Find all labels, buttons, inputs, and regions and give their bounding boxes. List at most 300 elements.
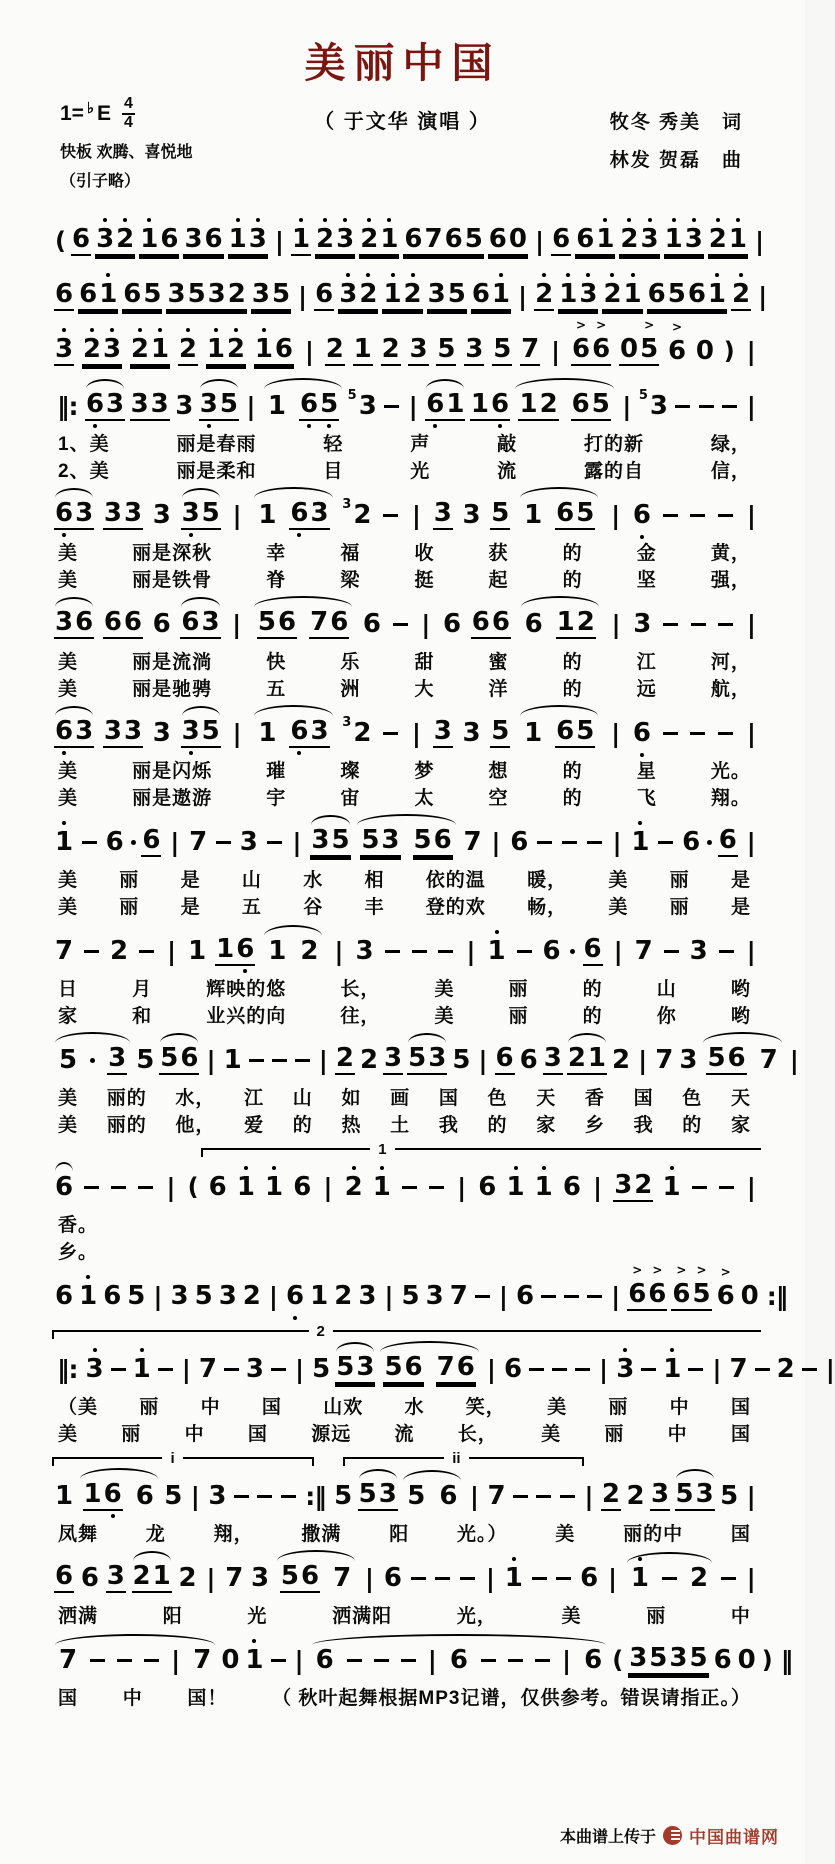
note: 3 <box>152 500 171 530</box>
lyric-syllable: 翔， <box>213 1524 254 1545</box>
lyric-syllable: 梦 <box>414 761 435 782</box>
lyric-syllable: 山 <box>292 1088 313 1109</box>
lyric-syllable: 宇 <box>266 788 287 809</box>
note: 6 5 6 1 <box>647 281 727 311</box>
note: 2 1 <box>130 336 170 366</box>
note: 1 <box>524 718 543 748</box>
note: 2 <box>178 336 198 366</box>
lyric-syllable: 美 <box>541 1424 562 1445</box>
dash-note <box>139 950 154 953</box>
grace-note: 5 <box>347 388 357 403</box>
dash-note <box>560 1495 575 1498</box>
note: 6 <box>524 609 543 639</box>
lyric-syllable: 宙 <box>340 788 361 809</box>
dash-note <box>691 623 706 626</box>
lyric-syllable: 山欢 <box>323 1397 364 1418</box>
note: 3 <box>650 1479 670 1509</box>
slur-group <box>251 609 355 639</box>
lyric-syllable: 乡 <box>584 1115 605 1136</box>
lyric-syllable: 绿， <box>710 434 751 455</box>
lyric-syllable: 美 <box>434 979 455 1000</box>
note: 6 > 5 > <box>672 1263 711 1309</box>
note: 5 6 <box>384 1352 423 1382</box>
lyric-syllable: 畅， <box>527 897 568 918</box>
dash-note <box>690 732 705 735</box>
lyric-syllable: 丽 <box>119 897 140 918</box>
lyric-syllable: 香。 <box>58 1215 99 1236</box>
notation-line <box>52 601 761 647</box>
barline: | <box>457 1172 467 1202</box>
barline: | <box>153 1281 163 1311</box>
note: 6 1 <box>78 281 118 311</box>
note: 7 6 <box>436 1352 475 1382</box>
note: 2 1 <box>602 281 642 311</box>
barline: | <box>421 609 431 639</box>
lyric-syllable: 美 <box>608 897 629 918</box>
note: 7 <box>333 1563 352 1593</box>
notation-line <box>52 492 761 538</box>
repeat-barline: ‖: <box>57 1354 78 1384</box>
lyric-syllable: 光， <box>456 1606 497 1627</box>
lyric-syllable: 业兴的向 <box>206 1006 287 1027</box>
lyric-line <box>52 783 761 810</box>
augmentation-dot <box>90 1058 95 1063</box>
barline: | <box>268 1281 279 1311</box>
lyric-syllable: 太 <box>414 788 435 809</box>
note: 3 <box>251 1563 270 1593</box>
score-system <box>52 1323 835 1446</box>
lyric-syllable: 国 <box>58 1688 79 1709</box>
note: 6 <box>449 1645 468 1675</box>
note: 6 3 <box>54 718 94 748</box>
dash-note <box>541 1295 556 1298</box>
note: 3 <box>239 827 258 857</box>
barline: | <box>611 718 621 748</box>
lyric-syllable: 信， <box>710 461 751 482</box>
note: 2 <box>335 1043 354 1073</box>
barline: | <box>274 226 284 256</box>
lyric-syllable: 美 <box>434 1006 455 1027</box>
slur-group <box>700 1045 784 1075</box>
score-system <box>52 383 761 483</box>
lyric-syllable: 是 <box>730 870 751 891</box>
lyric-syllable: 的 <box>562 761 583 782</box>
barline: | <box>638 1045 648 1075</box>
note: 7 <box>55 936 74 966</box>
dash-note <box>675 405 690 408</box>
lyric-syllable: 暖， <box>527 870 568 891</box>
lyric-syllable: 中 <box>730 1606 751 1627</box>
lyric-syllable: 的 <box>582 979 603 1000</box>
note: 6 <box>55 1172 74 1202</box>
note: 6 1 <box>575 226 615 256</box>
score-system <box>52 1263 788 1319</box>
note: 6 5 <box>123 279 162 309</box>
note: 6 <box>80 1563 99 1593</box>
note: 6 3 <box>289 500 329 530</box>
lyric-syllable: 洲 <box>340 679 361 700</box>
repeat-barline: :‖ <box>305 1481 326 1511</box>
note: 6 <box>478 1172 497 1202</box>
lyric-syllable: 美 <box>58 870 79 891</box>
barline: | <box>181 1354 191 1384</box>
lyric-syllable: 登的欢 <box>425 897 486 918</box>
note: 1 <box>258 718 277 748</box>
note: 6 > <box>667 320 687 366</box>
lyric-syllable: 源远 <box>311 1424 352 1445</box>
note: 6 <box>584 1645 603 1675</box>
dash-note <box>267 841 282 844</box>
lyric-syllable: （ 秋叶起舞根据MP3记谱，仅供参考。错误请指正。） <box>272 1688 751 1709</box>
note: 1 2 <box>382 281 422 311</box>
time-signature: $\frac{4}{4}$ <box>124 95 133 131</box>
note: 2 <box>334 1281 353 1311</box>
lyric-syllable: 丽 <box>604 1424 625 1445</box>
lyric-syllable: 我 <box>633 1115 654 1136</box>
score-system <box>52 1555 761 1628</box>
barline: | <box>170 827 180 857</box>
lyric-syllable: 中 <box>184 1424 205 1445</box>
note: 1 <box>353 334 372 364</box>
dash-note <box>402 1186 417 1189</box>
site-name: 中国曲谱网 <box>689 1828 779 1847</box>
lyric-syllable: 笑， <box>465 1397 506 1418</box>
lyric-syllable: 洋 <box>488 679 509 700</box>
barline: | <box>607 1563 618 1593</box>
slur-group <box>274 1563 358 1593</box>
note: 1 <box>188 936 207 966</box>
note: 1 <box>55 1481 74 1511</box>
lyric-syllable: 香 <box>584 1088 605 1109</box>
note: 3 <box>170 1281 189 1311</box>
note: 3 2 <box>95 226 135 256</box>
lyric-syllable: 丽是遨游 <box>132 788 213 809</box>
dash-note <box>690 514 705 517</box>
dash-note <box>699 405 714 408</box>
lyric-syllable: 丽是春雨 <box>176 434 257 455</box>
lyric-line <box>52 674 761 701</box>
note: 1 3 <box>228 226 268 256</box>
dash-note <box>562 841 577 844</box>
lyric-syllable: 快 <box>266 652 287 673</box>
lyric-syllable: 丽的中 <box>623 1524 684 1545</box>
note: 2 <box>381 334 400 364</box>
note: 1 <box>661 1174 681 1200</box>
note: 6 5 <box>571 389 610 419</box>
note: 2 1 <box>567 1043 607 1073</box>
lyric-syllable: 飞 <box>636 788 657 809</box>
notation-line <box>52 928 761 974</box>
note: 1 <box>662 1356 682 1382</box>
note: 2 3 <box>82 336 122 366</box>
dash-note <box>271 1368 286 1371</box>
dash-note <box>117 1659 132 1662</box>
barline: | <box>746 391 756 421</box>
lyric-syllable: 江 <box>636 652 657 673</box>
lyric-syllable: 中 <box>667 1424 688 1445</box>
note: 6 <box>510 827 529 857</box>
lyric-syllable: 的 <box>562 679 583 700</box>
dash-note <box>722 405 737 408</box>
note: 5 6 <box>160 1043 199 1073</box>
barline: | <box>746 500 756 530</box>
lyric-syllable: 丽是柔和 <box>176 461 257 482</box>
note: 3 5 <box>427 279 466 309</box>
repeat-barline: :‖ <box>766 1281 788 1311</box>
barline: | <box>622 391 632 421</box>
lyric-line <box>52 974 761 1001</box>
note: 5 <box>452 1045 471 1075</box>
note: 5 <box>164 1481 183 1511</box>
lyric-syllable: 辉映的悠 <box>206 979 287 1000</box>
dash-note <box>535 1659 550 1662</box>
note: 1 <box>267 391 287 421</box>
barline: | <box>246 391 256 421</box>
score-system <box>52 318 761 374</box>
lyric-syllable: 美 <box>58 679 79 700</box>
note: 6 <box>103 1281 122 1311</box>
note: 6 <box>383 1563 402 1593</box>
lyric-syllable: 强， <box>710 570 751 591</box>
note: 6 1 <box>471 281 511 311</box>
volta-bracket <box>52 1450 314 1467</box>
dash-note <box>144 1659 159 1662</box>
slur-group <box>377 1354 481 1384</box>
note: 3 5 3 2 <box>167 279 246 309</box>
barline: | <box>551 336 561 366</box>
note: 3 <box>175 391 194 421</box>
note: 6 <box>495 1043 514 1073</box>
note: 6 0 <box>488 224 527 254</box>
note: 3 <box>152 718 171 748</box>
lyric-syllable: 福 <box>340 543 361 564</box>
barline: | <box>469 1481 480 1511</box>
note: 0 <box>221 1645 240 1675</box>
dash-note <box>718 514 733 517</box>
note: 2 1 <box>708 226 748 256</box>
lyric-syllable: 的 <box>487 1115 508 1136</box>
note: 1 6 <box>254 336 294 366</box>
lyric-syllable: 璨 <box>340 761 361 782</box>
barline: | <box>518 281 528 311</box>
barline: | <box>411 718 421 748</box>
lyric-syllable: 美 <box>58 1424 79 1445</box>
lyric-syllable: 丽 <box>646 1606 667 1627</box>
note: 1 <box>310 1281 329 1311</box>
lyric-syllable: 是 <box>180 870 201 891</box>
note: 7 <box>449 1281 468 1311</box>
note: 1 <box>223 1045 242 1075</box>
barline: | <box>206 1045 216 1075</box>
dash-note <box>529 1368 544 1371</box>
note: 6 <box>552 224 571 254</box>
dash-note <box>90 1659 105 1662</box>
note: 7 <box>189 827 208 857</box>
lyric-syllable: 丽的 <box>106 1115 147 1136</box>
dash-note <box>587 1295 602 1298</box>
note: 3 <box>462 500 481 530</box>
note: 3 2 <box>614 1170 653 1200</box>
dash-note <box>224 1368 239 1371</box>
note: 5 <box>491 498 510 528</box>
dash-note <box>481 1659 496 1662</box>
barline: | <box>384 1281 394 1311</box>
parenthesis: ( <box>187 1173 199 1201</box>
note: 6 6 <box>103 607 142 637</box>
dash-note <box>556 1577 571 1580</box>
lyric-syllable: 国！ <box>187 1688 228 1709</box>
dash-note <box>411 1577 426 1580</box>
notation-line <box>52 383 761 429</box>
repeat-barline: ‖: <box>57 391 78 421</box>
barline: | <box>166 1172 176 1202</box>
note: 3 3 <box>103 498 143 528</box>
barline: | <box>534 226 545 256</box>
note: 6 <box>583 934 602 964</box>
slur-group <box>261 391 345 421</box>
note: 2 <box>626 1481 645 1511</box>
tempo-marking: 快板 欢腾、喜悦地 <box>60 144 193 161</box>
note: 1 <box>534 1174 554 1200</box>
barline: | <box>746 936 756 966</box>
note: 5 3 <box>347 388 377 421</box>
dash-note <box>718 732 733 735</box>
lyric-syllable: 天 <box>730 1088 751 1109</box>
lyric-syllable: 丽 <box>139 1397 160 1418</box>
note: 2 <box>534 281 554 311</box>
note: 7 <box>759 1045 778 1075</box>
lyric-syllable: 空 <box>488 788 509 809</box>
barline: | <box>232 718 242 748</box>
note: 1 6 <box>139 226 179 256</box>
note: 1 <box>487 938 507 964</box>
lyric-syllable: 乡。 <box>58 1242 99 1263</box>
note: 3 <box>108 1043 127 1073</box>
lyric-syllable: 黄， <box>710 543 751 564</box>
score-system <box>52 1037 799 1137</box>
lyric-syllable: 美 <box>58 1088 79 1109</box>
note: 6 <box>713 1645 732 1675</box>
note: 6 <box>135 1481 154 1511</box>
dash-note <box>383 732 398 735</box>
lyric-line <box>52 1237 761 1264</box>
note: 6 <box>519 1045 538 1075</box>
lyric-syllable: 洒满 <box>58 1606 99 1627</box>
lyric-syllable: 丽是驰骋 <box>132 679 213 700</box>
note: 1 2 <box>519 389 558 419</box>
barline: | <box>485 1563 496 1593</box>
notation-line <box>52 1037 799 1083</box>
dash-note <box>383 514 398 517</box>
lyric-line <box>52 429 761 456</box>
lyric-syllable: 获 <box>488 543 509 564</box>
note: 5 <box>407 1481 426 1511</box>
note: 1 <box>524 500 543 530</box>
barline: | <box>612 827 622 857</box>
lyric-line <box>52 1210 761 1237</box>
dash-note <box>460 1577 475 1580</box>
lyric-line <box>52 892 761 919</box>
lyric-line <box>52 1392 761 1419</box>
note: 6 <box>515 1281 535 1311</box>
note: 3 <box>689 936 708 966</box>
score-system <box>52 492 761 592</box>
lyric-syllable: 长， <box>457 1424 498 1445</box>
barline: | <box>611 609 621 639</box>
parenthesis: ) <box>723 337 735 365</box>
slur-group <box>52 1647 218 1673</box>
note: 1 6 <box>470 391 510 421</box>
lyric-syllable: 哟 <box>730 979 751 1000</box>
score-system <box>52 218 765 264</box>
lyric-syllable: 打的新 <box>584 434 645 455</box>
dash-note <box>575 1368 590 1371</box>
note: 3 <box>85 1356 105 1382</box>
lyric-syllable: 丽 <box>121 1424 142 1445</box>
barline: | <box>294 1645 304 1675</box>
lyric-syllable: 脊 <box>266 570 287 591</box>
note: 2 <box>242 1281 261 1311</box>
lyric-syllable: 阳 <box>162 1606 183 1627</box>
lyric-syllable: 光。 <box>710 761 751 782</box>
augmentation-dot <box>707 840 712 845</box>
score-system <box>52 928 761 1028</box>
lyric-syllable: 收 <box>414 543 435 564</box>
score-system <box>52 601 761 701</box>
lyric-syllable: 谷 <box>303 897 324 918</box>
lyric-syllable: 月 <box>132 979 153 1000</box>
note: 6 <box>632 502 652 528</box>
note: 6 <box>362 609 382 639</box>
note: 1 <box>505 1174 525 1200</box>
lyric-syllable: 幸 <box>266 543 287 564</box>
notation-line <box>52 1346 835 1392</box>
lyric-syllable: 美 <box>58 897 79 918</box>
barline: | <box>746 827 756 857</box>
note: 6 <box>55 279 74 309</box>
barline: | <box>486 1354 496 1384</box>
lyric-syllable: 爱 <box>244 1115 265 1136</box>
lyric-syllable: 甜 <box>414 652 435 673</box>
lyric-syllable: 洒满阳 <box>332 1606 393 1627</box>
dash-note <box>688 1368 703 1371</box>
lyric-syllable: 国 <box>261 1397 282 1418</box>
note: 6 3 <box>289 718 329 748</box>
note: 5 6 <box>413 825 452 855</box>
volta-label: ii <box>444 1450 468 1468</box>
note: 1 <box>132 1356 152 1382</box>
barline: | <box>611 500 621 530</box>
lyric-syllable: 丽 <box>669 897 690 918</box>
notation-line <box>52 819 761 865</box>
dash-note <box>272 1059 287 1062</box>
slur-group <box>251 718 335 748</box>
barline: | <box>167 936 177 966</box>
lyric-syllable: 丽的 <box>106 1088 147 1109</box>
note: 3 5 <box>181 500 221 530</box>
barline: | <box>298 281 308 311</box>
lyric-syllable: 和 <box>132 1006 153 1027</box>
dash-note <box>257 1495 272 1498</box>
score-system <box>52 710 761 810</box>
barline: | <box>232 609 242 639</box>
note: 6 <box>562 1172 581 1202</box>
barline: | <box>466 936 476 966</box>
barline: | <box>758 281 768 311</box>
note: 3 3 <box>103 716 143 746</box>
note: 3 <box>465 334 484 364</box>
note: 3 <box>54 336 74 366</box>
